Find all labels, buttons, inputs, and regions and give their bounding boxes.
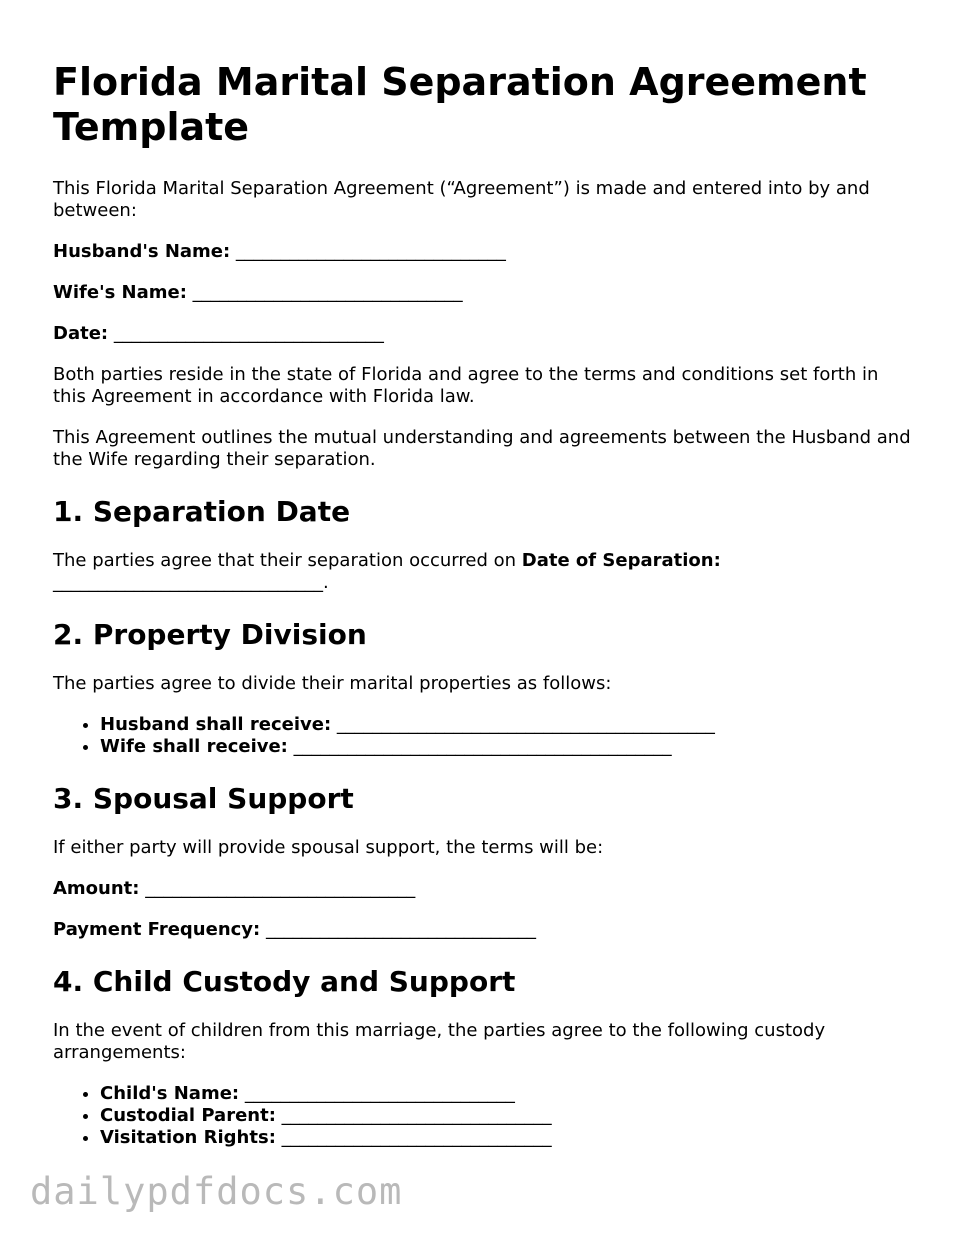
payment-frequency-label: Payment Frequency: — [53, 919, 261, 940]
visitation-rights-label: Visitation Rights: — [100, 1127, 276, 1148]
wife-name-label: Wife's Name: — [53, 282, 187, 303]
husband-name-blank[interactable]: ______________________________ — [235, 241, 506, 262]
wife-name-field — [53, 282, 913, 304]
amount-label: Amount: — [53, 878, 140, 899]
amount-blank[interactable]: ______________________________ — [145, 878, 416, 899]
husband-name-label: Husband's Name: — [53, 241, 231, 262]
document-page — [53, 60, 913, 1168]
child-name-blank[interactable]: ______________________________ — [244, 1083, 515, 1104]
custodial-parent-label: Custodial Parent: — [100, 1105, 276, 1126]
section1-heading: 1. Separation Date — [53, 495, 351, 528]
section2-heading: 2. Property Division — [53, 618, 367, 651]
wife-name-blank[interactable]: ______________________________ — [192, 282, 463, 303]
reside-paragraph: Both parties reside in the state of Florida and agree to the terms and conditions set forth in this Agreement in accordance with Florida law. — [53, 364, 879, 407]
list-item — [100, 736, 913, 758]
custody-list — [53, 1083, 913, 1149]
document-title: Florida Marital Separation Agreement Template — [53, 60, 867, 149]
section3-paragraph: If either party will provide spousal support, the terms will be: — [53, 837, 604, 858]
payment-frequency-field — [53, 919, 913, 941]
husband-name-field — [53, 241, 913, 263]
watermark: dailypdfdocs.com — [30, 1170, 403, 1213]
intro-paragraph: This Florida Marital Separation Agreement (“Agreement”) is made and entered into by and between: — [53, 178, 870, 221]
outline-paragraph: This Agreement outlines the mutual understanding and agreements between the Husband and the Wife regarding their separation. — [53, 427, 911, 470]
list-item — [100, 714, 913, 736]
husband-receive-label: Husband shall receive: — [100, 714, 332, 735]
wife-receive-label: Wife shall receive: — [100, 736, 288, 757]
section1-text: The parties agree that their separation occurred on — [53, 550, 522, 571]
section3-heading: 3. Spousal Support — [53, 782, 354, 815]
date-label: Date: — [53, 323, 109, 344]
payment-frequency-blank[interactable]: ______________________________ — [265, 919, 536, 940]
list-item — [100, 1127, 913, 1149]
section4-paragraph: In the event of children from this marriage, the parties agree to the following custody arrangements: — [53, 1020, 826, 1063]
wife-receive-blank[interactable]: __________________________________________ — [293, 736, 672, 757]
list-item — [100, 1105, 913, 1127]
child-name-label: Child's Name: — [100, 1083, 240, 1104]
amount-field — [53, 878, 913, 900]
custodial-parent-blank[interactable]: ______________________________ — [281, 1105, 552, 1126]
list-item — [100, 1083, 913, 1105]
section2-paragraph: The parties agree to divide their marital properties as follows: — [53, 673, 612, 694]
section4-heading: 4. Child Custody and Support — [53, 965, 516, 998]
property-list — [53, 714, 913, 758]
husband-receive-blank[interactable]: __________________________________________ — [336, 714, 715, 735]
separation-date-blank[interactable]: ______________________________. — [53, 572, 329, 593]
visitation-rights-blank[interactable]: ______________________________ — [281, 1127, 552, 1148]
separation-date-label: Date of Separation: — [521, 550, 721, 571]
section1-paragraph — [53, 550, 913, 594]
date-field — [53, 323, 913, 345]
date-blank[interactable]: ______________________________ — [113, 323, 384, 344]
